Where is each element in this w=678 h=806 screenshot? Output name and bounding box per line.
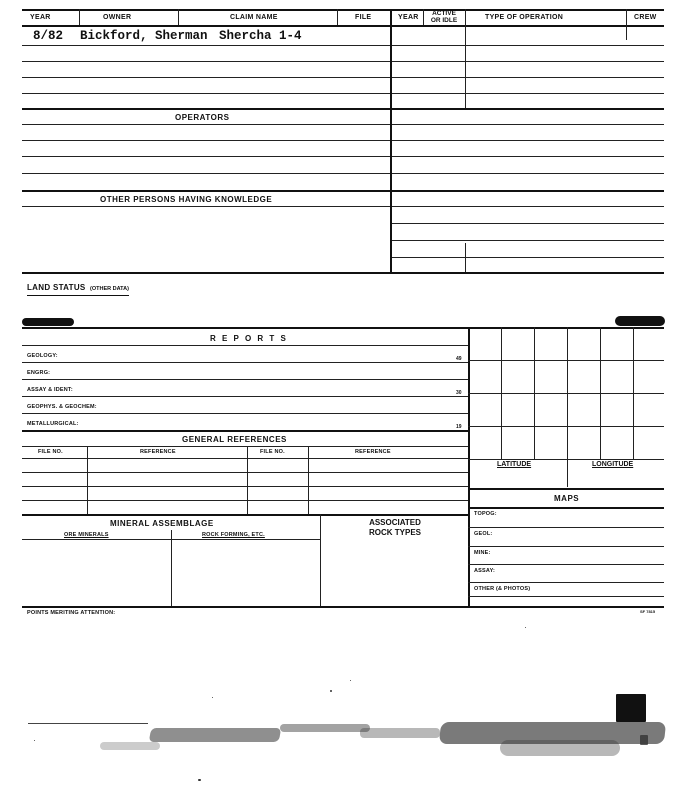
top-rule: [22, 9, 664, 11]
header-file: FILE: [355, 14, 372, 21]
maps-assay: ASSAY:: [474, 568, 496, 574]
mineral-assemblage-heading: MINERAL ASSEMBLAGE: [110, 519, 214, 528]
header-type-of-operation: TYPE OF OPERATION: [485, 14, 564, 21]
associated-line2: ROCK TYPES: [368, 528, 421, 537]
ref-header-reference-2: REFERENCE: [355, 449, 391, 455]
ref-header-file-no-1: FILE NO.: [38, 449, 63, 455]
associated-line1: ASSOCIATED: [369, 518, 421, 527]
header-active-line2: OR IDLE: [430, 17, 458, 24]
header-year-2: YEAR: [398, 14, 419, 21]
scan-black-square: [616, 694, 646, 722]
report-geophys: GEOPHYS. & GEOCHEM:: [27, 404, 97, 410]
ore-minerals-label: ORE MINERALS: [64, 532, 109, 538]
header-active-or-idle: [425, 10, 463, 24]
longitude-label: LONGITUDE: [592, 461, 634, 468]
header-year: YEAR: [30, 14, 51, 21]
report-geology: GEOLOGY:: [27, 353, 58, 359]
operators-heading: OPERATORS: [175, 113, 230, 122]
ref-header-file-no-2: FILE NO.: [260, 449, 285, 455]
report-geology-num: 49: [456, 356, 462, 362]
reports-heading: R E P O R T S: [210, 334, 288, 343]
maps-mine: MINE:: [474, 550, 491, 556]
rock-forming-label: ROCK FORMING, ETC.: [202, 532, 265, 538]
punch-mark-right: [615, 316, 665, 326]
report-assay-num: 30: [456, 390, 462, 396]
header-owner: OWNER: [103, 14, 132, 21]
other-persons-heading: OTHER PERSONS HAVING KNOWLEDGE: [100, 195, 273, 204]
maps-heading: MAPS: [554, 494, 580, 503]
header-crew: CREW: [634, 14, 657, 21]
form-number: SF 7815: [640, 609, 656, 614]
entry-claim: Shercha 1-4: [219, 29, 302, 43]
header-active-line1: ACTIVE: [432, 10, 456, 17]
maps-topog: TOPOG:: [474, 511, 497, 517]
report-assay: ASSAY & IDENT:: [27, 387, 73, 393]
land-status-label: LAND STATUS: [27, 283, 86, 292]
land-status-sub: (OTHER DATA): [90, 286, 129, 292]
report-engrg: ENGRG:: [27, 370, 51, 376]
header-bottom-rule: [22, 25, 664, 27]
entry-owner: Bickford, Sherman: [80, 29, 208, 43]
land-status-heading: [27, 277, 129, 296]
header-claim-name: CLAIM NAME: [230, 14, 278, 21]
general-references-heading: GENERAL REFERENCES: [182, 435, 287, 444]
latitude-label: LATITUDE: [497, 461, 532, 468]
report-metallurgical: METALLURGICAL:: [27, 421, 79, 427]
entry-date: 8/82: [33, 29, 64, 43]
maps-other: OTHER (& PHOTOS): [474, 586, 531, 592]
punch-mark-left: [22, 318, 74, 326]
report-metallurgical-num: 19: [456, 424, 462, 430]
ref-header-reference-1: REFERENCE: [140, 449, 176, 455]
points-meriting-attention: POINTS MERITING ATTENTION:: [27, 610, 116, 616]
maps-geol: GEOL:: [474, 531, 493, 537]
associated-rock-types: [330, 518, 460, 538]
